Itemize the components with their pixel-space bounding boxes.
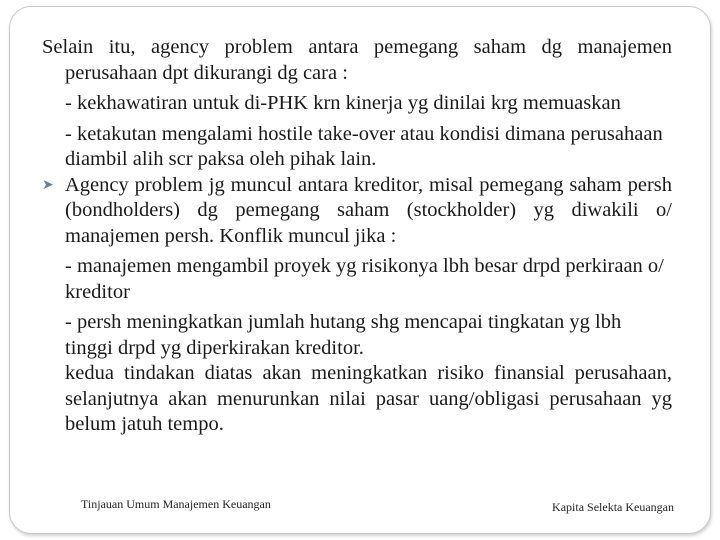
list-item: - manajemen mengambil proyek yg risikonya lbh besar drpd perkiraan o/ kreditor	[65, 255, 664, 303]
list-item: - ketakutan mengalami hostile take-over atau kondisi dimana perusahaan diambil alih scr paksa oleh pihak lain.	[65, 122, 663, 170]
intro-paragraph: Selain itu, agency problem antara pemegang saham dg manajemen perusahaan dpt dikurangi dg cara :	[42, 36, 672, 84]
conclusion-paragraph: kedua tindakan diatas akan meningkatkan risiko finansial perusahaan, selanjutnya akan menurunkan nilai pasar uang/obligasi perusahaan yg belum jatuh tempo.	[65, 362, 672, 435]
footer-right: Kapita Selekta Keuangan	[552, 500, 674, 514]
bullet-text: Agency problem jg muncul antara kreditor, misal pemegang saham persh (bondholders) dg pemegang saham (stockholder) yg diwakili o/ manajemen persh. Konflik muncul jika :	[65, 173, 672, 247]
footer-left: Tinjauan Umum Manajemen Keuangan	[81, 497, 271, 511]
list-item: - persh meningkatkan jumlah hutang shg mencapai tingkatan yg lbh tinggi drpd yg diperkirakan kreditor.	[65, 311, 622, 359]
bullet-paragraph	[42, 173, 672, 250]
slide-body	[42, 35, 672, 438]
list-item: - kekhawatiran untuk di-PHK krn kinerja yg dinilai krg memuaskan	[65, 92, 621, 114]
right-arrow-bullet-icon: ➤	[42, 176, 54, 193]
